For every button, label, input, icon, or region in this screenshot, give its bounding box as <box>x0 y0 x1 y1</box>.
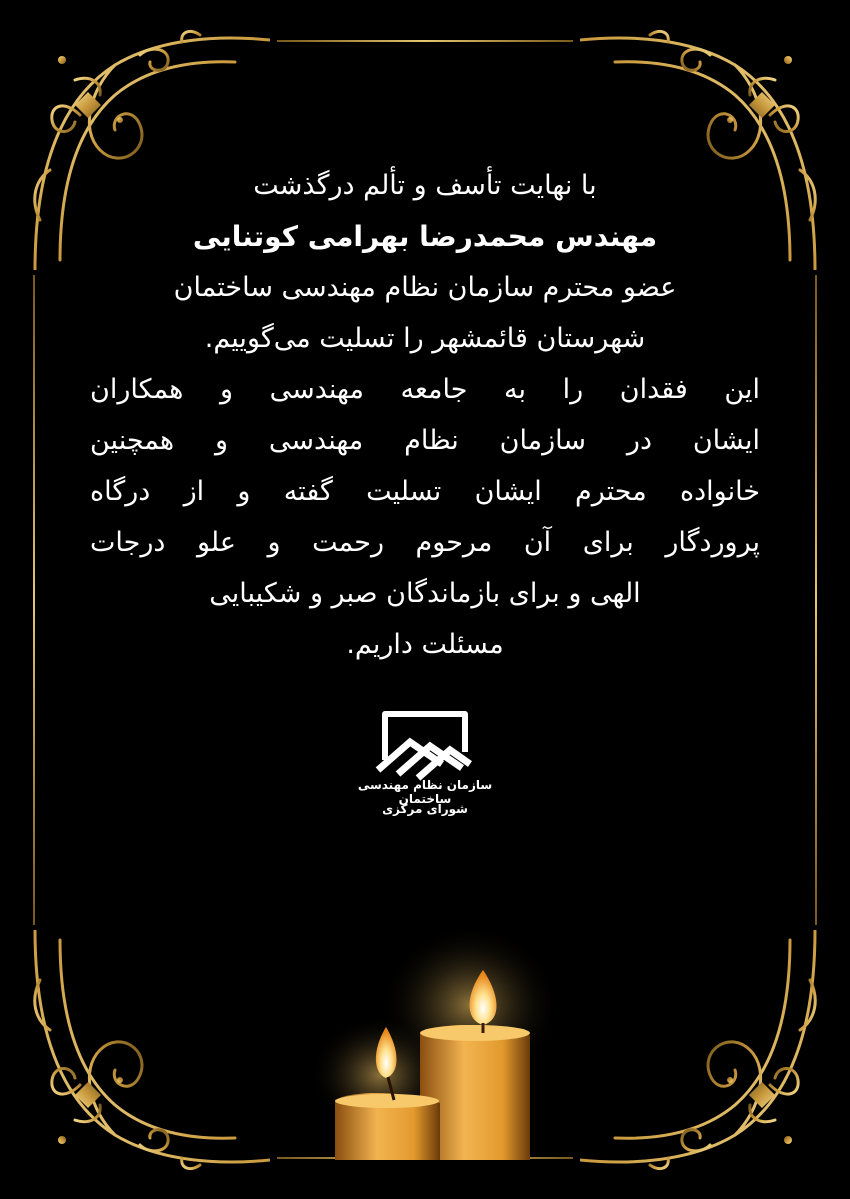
message-line: ایشان در سازمان نظام مهندسی و همچنین <box>90 425 760 456</box>
frame-right-line <box>815 275 817 925</box>
frame-left-line <box>33 275 35 925</box>
deceased-name: مهندس محمدرضا بهرامی کوتنایی <box>192 220 658 253</box>
corner-ornament-bottom-right-icon <box>580 930 830 1180</box>
message-line: این فقدان را به جامعه مهندسی و همکاران <box>90 374 760 405</box>
message-line-closing: مسئلت داریم. <box>346 629 504 660</box>
frame-top-line <box>277 40 573 42</box>
corner-ornament-bottom-left-icon <box>20 930 270 1180</box>
logo-org-subtitle: شورای مرکزی <box>382 802 468 816</box>
condolence-message <box>90 160 760 670</box>
message-line: عضو محترم سازمان نظام مهندسی ساختمان <box>173 272 677 303</box>
message-line: شهرستان قائمشهر را تسلیت می‌گوییم. <box>204 323 646 354</box>
candles-icon <box>310 915 550 1160</box>
message-line: خانواده محترم ایشان تسلیت گفته و از درگاه <box>90 476 760 507</box>
message-line-intro: با نهایت تأسف و تألم درگذشت <box>253 170 597 201</box>
message-line: پروردگار برای آن مرحوم رحمت و علو درجات <box>90 527 760 558</box>
logo-org-name: سازمان نظام مهندسی ساختمان <box>357 778 493 806</box>
message-line: الهی و برای بازماندگان صبر و شکیبایی <box>209 578 641 609</box>
